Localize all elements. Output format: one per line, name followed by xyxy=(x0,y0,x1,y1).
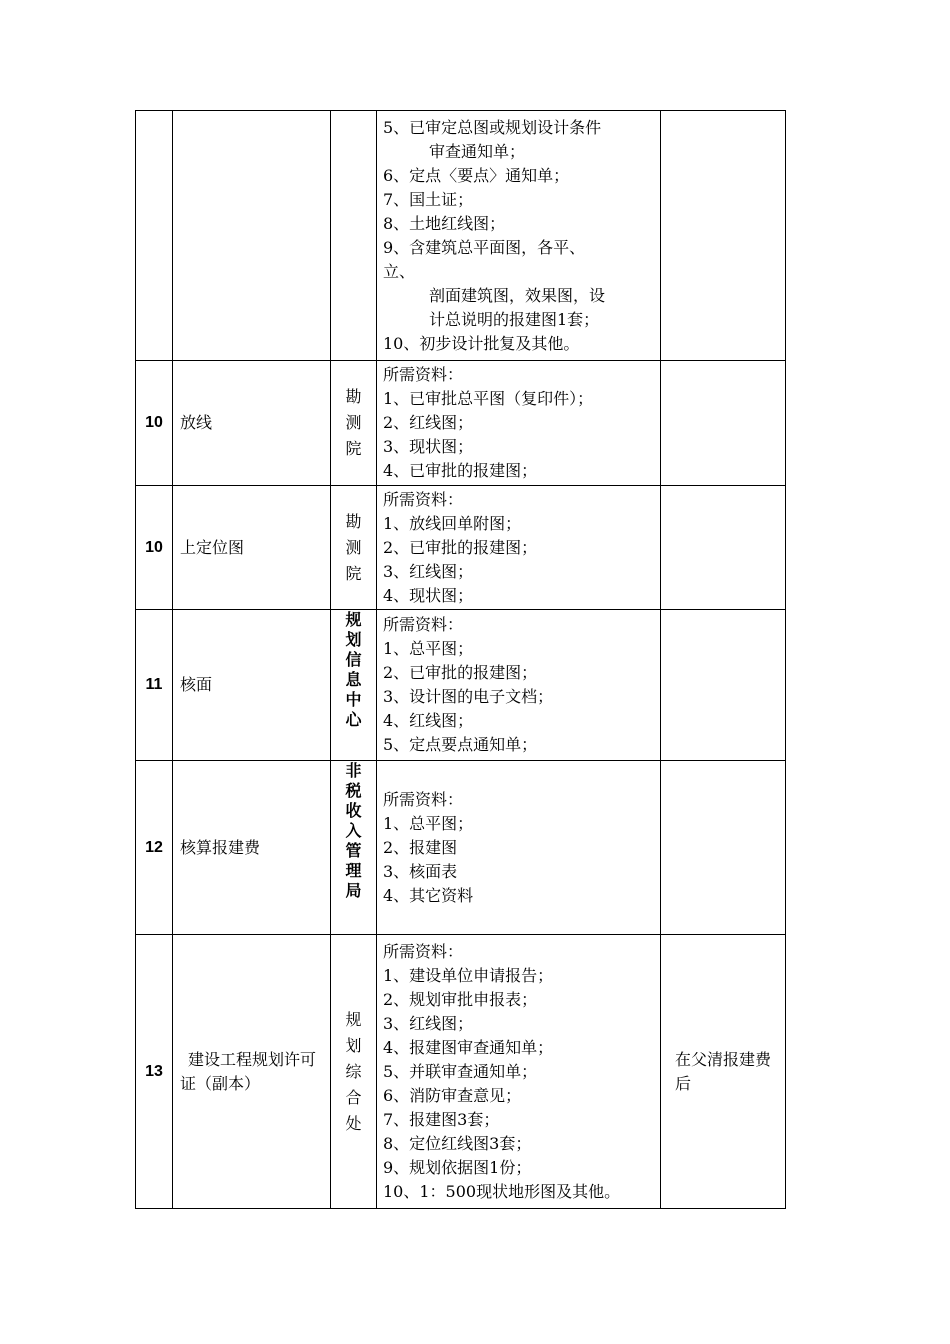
department-char: 勘 xyxy=(345,387,362,406)
required-materials xyxy=(377,610,661,761)
process-item: 上定位图 xyxy=(173,486,331,610)
department-char: 局 xyxy=(345,881,362,900)
material-line: 1、建设单位申请报告； xyxy=(383,965,554,985)
process-item: 核面 xyxy=(173,610,331,761)
row-number: 10 xyxy=(136,361,173,486)
material-line: 2、红线图； xyxy=(383,413,474,432)
material-line: 计总说明的报建图1套； xyxy=(429,309,600,329)
material-line: 8、土地红线图； xyxy=(383,213,506,233)
department-char: 院 xyxy=(345,439,362,458)
material-line: 所需资料： xyxy=(383,615,464,634)
row-number: 10 xyxy=(136,486,173,610)
department xyxy=(331,610,377,761)
process-item: 放线 xyxy=(173,361,331,486)
department-char: 处 xyxy=(345,1113,362,1133)
department-char: 规 xyxy=(345,1009,362,1029)
material-line: 6、消防审查意见； xyxy=(383,1085,522,1105)
department-char: 勘 xyxy=(345,511,362,531)
material-line: 10、1：500现状地形图及其他。 xyxy=(383,1181,621,1201)
row-number: 13 xyxy=(136,935,173,1209)
material-line: 4、其它资料 xyxy=(383,885,474,905)
department-char: 心 xyxy=(345,710,362,729)
material-line: 3、核面表 xyxy=(383,861,458,881)
department-char: 管 xyxy=(345,841,362,860)
required-materials xyxy=(377,761,661,935)
material-line: 4、报建图审查通知单； xyxy=(383,1037,554,1057)
material-line: 9、含建筑总平面图，各平、 xyxy=(383,237,586,257)
material-line: 5、已审定总图或规划设计条件 xyxy=(383,117,602,137)
process-item: 建设工程规划许可证（副本） xyxy=(173,935,331,1209)
material-line: 8、定位红线图3套； xyxy=(383,1133,532,1153)
department-char: 入 xyxy=(345,821,362,840)
material-line: 1、放线回单附图； xyxy=(383,513,522,533)
material-line: 3、现状图； xyxy=(383,437,474,456)
department-char: 规 xyxy=(345,610,362,629)
material-line: 立、 xyxy=(383,261,416,281)
table-row xyxy=(136,111,786,361)
department-char: 划 xyxy=(345,1035,362,1055)
department-char: 合 xyxy=(345,1087,362,1107)
material-line: 3、红线图； xyxy=(383,561,474,581)
remark: 在父清报建费后 xyxy=(661,935,786,1209)
material-line: 4、红线图； xyxy=(383,711,474,730)
department-char: 院 xyxy=(345,563,362,583)
department-char: 收 xyxy=(345,801,362,820)
material-line: 2、已审批的报建图； xyxy=(383,537,538,557)
department-char: 息 xyxy=(345,670,362,689)
material-line: 9、规划依据图1份； xyxy=(383,1157,532,1177)
material-line: 3、红线图； xyxy=(383,1013,474,1033)
material-line: 7、国土证； xyxy=(383,189,474,209)
material-line: 1、总平图； xyxy=(383,813,474,833)
remark xyxy=(661,486,786,610)
procedure-table xyxy=(135,110,786,1209)
material-line: 所需资料： xyxy=(383,941,464,961)
process-item xyxy=(173,111,331,361)
required-materials xyxy=(377,486,661,610)
department xyxy=(331,361,377,486)
department xyxy=(331,486,377,610)
material-line: 3、设计图的电子文档； xyxy=(383,687,554,706)
material-line: 所需资料： xyxy=(383,365,464,384)
department-char: 税 xyxy=(345,781,362,800)
table-row xyxy=(136,935,786,1209)
material-line: 4、已审批的报建图； xyxy=(383,461,538,480)
material-line: 1、已审批总平图（复印件）； xyxy=(383,389,594,408)
row-number xyxy=(136,111,173,361)
remark xyxy=(661,361,786,486)
material-line: 审查通知单； xyxy=(429,141,526,161)
material-line: 6、定点〈要点〉通知单； xyxy=(383,165,570,185)
procedure-table-body xyxy=(136,111,786,1209)
process-item: 核算报建费 xyxy=(173,761,331,935)
department-char: 测 xyxy=(345,413,362,432)
material-line: 2、报建图 xyxy=(383,837,458,857)
required-materials xyxy=(377,361,661,486)
department xyxy=(331,111,377,361)
material-line: 2、已审批的报建图； xyxy=(383,663,538,682)
material-line: 10、初步设计批复及其他。 xyxy=(383,333,580,353)
department-char: 理 xyxy=(345,861,362,880)
remark xyxy=(661,610,786,761)
material-line: 5、并联审查通知单； xyxy=(383,1061,538,1081)
department xyxy=(331,935,377,1209)
department-char: 信 xyxy=(345,650,362,669)
material-line: 剖面建筑图，效果图，设 xyxy=(429,285,606,305)
material-line: 5、定点要点通知单； xyxy=(383,735,538,754)
department-char: 非 xyxy=(345,761,362,780)
department-char: 中 xyxy=(345,690,362,709)
department-char: 测 xyxy=(345,537,362,557)
material-line: 所需资料： xyxy=(383,489,464,509)
material-line: 7、报建图3套； xyxy=(383,1109,500,1129)
table-row xyxy=(136,361,786,486)
table-row xyxy=(136,610,786,761)
table-row xyxy=(136,486,786,610)
material-line: 1、总平图； xyxy=(383,639,474,658)
required-materials xyxy=(377,935,661,1209)
department-char: 综 xyxy=(345,1061,362,1081)
material-line: 所需资料： xyxy=(383,789,464,809)
department-char: 划 xyxy=(345,630,362,649)
row-number: 11 xyxy=(136,610,173,761)
material-line: 2、规划审批申报表； xyxy=(383,989,538,1009)
material-line: 4、现状图； xyxy=(383,585,474,605)
required-materials xyxy=(377,111,661,361)
table-row xyxy=(136,761,786,935)
remark xyxy=(661,111,786,361)
department xyxy=(331,761,377,935)
row-number: 12 xyxy=(136,761,173,935)
remark xyxy=(661,761,786,935)
